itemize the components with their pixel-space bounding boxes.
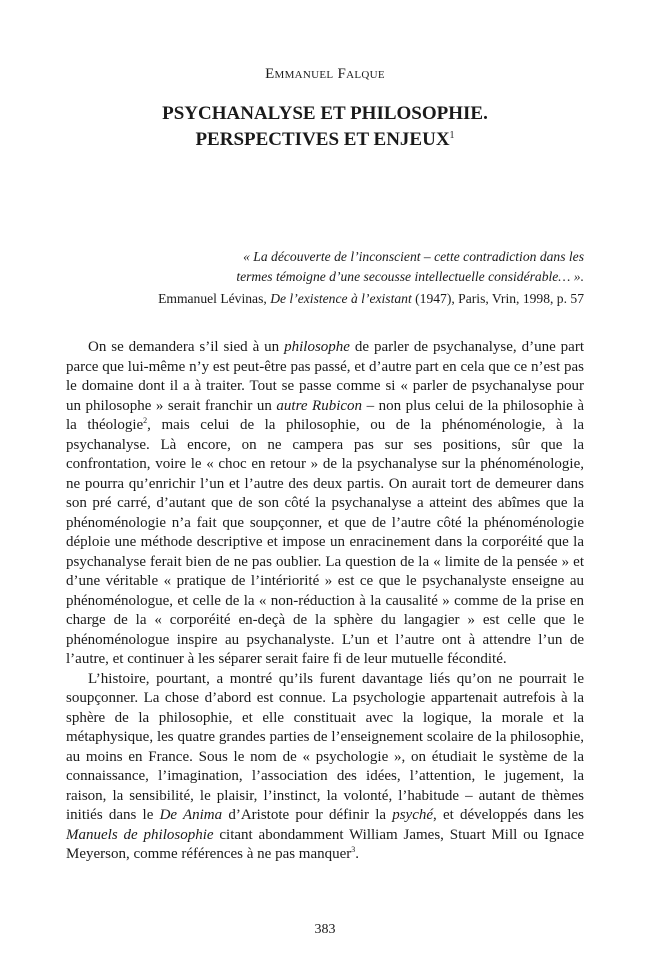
epigraph-source [64,289,584,309]
italic-span: De Anima [159,807,223,823]
epigraph-source-work: De l’existence à l’existant [270,291,412,306]
title-line-2-text: PERSPECTIVES ET ENJEUX [195,129,450,150]
paragraph-2 [66,670,584,865]
footnote-ref-3[interactable]: 3 [351,845,356,854]
author-name: Emmanuel Falque [265,66,385,82]
epigraph-quote-line-2: termes témoigne d’une secousse intellectuelle considérable… ». [236,269,584,284]
italic-span: psyché [392,807,434,823]
italic-span: philosophe [284,339,350,355]
italic-span: autre Rubicon [276,397,363,414]
title-line-2 [0,125,650,151]
text-span: , et développés dans les [433,807,584,823]
title-line-1: PSYCHANALYSE ET PHILOSOPHIE. [162,103,488,124]
epigraph [64,247,584,309]
text-span: . [355,846,360,862]
epigraph-quote [64,247,584,287]
text-span: , mais celui de la philosophie, ou de la phénoménologie, à la psychanalyse. Là encore, on ne campera pas sur ses positions, sûr que la confrontation, voire le « choc en retour » de la psychanalyse sur la phénoménologie, ne pourra qu’enrichir l’un et l’autre des deux partis. On aurait tort de demeurer dans son pré carré, d’autant que de son côté la psychanalyse a atteint des abîmes que la phénoménologie n’a fait que soupçonner, et que de l’autre côté la phénoménologie déploie une méthode descriptive et impose un enracinement dans la corporéité que la psychanalyse ferait bien de ne pas oublier. La question de la « limite de la pensée » et d’une véritable « pratique de l’intériorité » est ce que le psychanalyste enseigne au phénoménologue, et celle de la « non-réduction à la causalité » comme de la prise en charge de la « corporéité en-deçà de la sphère du langagier » est celle que le phénoménologue inspire au psychanalyste. L’un et l’autre ont à attendre l’un de l’autre, et continuer à les séparer serait faire fi de leur mutuelle fécondité. [66,417,584,667]
epigraph-quote-line-1: « La découverte de l’inconscient – cette contradiction dans les [243,249,584,264]
text-span: citant abondamment William James, Stuart Mill ou Ignace Meyerson, comme références à ne pas manquer [66,826,584,862]
text-span: – non plus celui de la philosophie à la théologie [66,397,585,433]
italic-span: Manuels de philosophie [66,826,214,843]
text-span: de parler de psychanalyse, d’une part parce que lui-même n’y est peut-être pas passé, et d’autre part en cela que ce n’est pas le domaine dont il a à traiter. Tout se passe comme si « parler de psychanalyse pour un philosophe » serait franchir un [66,339,584,414]
epigraph-source-details: (1947), Paris, Vrin, 1998, p. 57 [415,291,584,306]
page-number: 383 [314,922,336,937]
body-text [66,338,584,865]
text-span: d’Aristote pour définir la [222,807,393,823]
chapter-title [0,103,650,151]
paragraph-1 [66,338,584,670]
text-span: On se demandera s’il sied à un [88,339,285,355]
text-span: L’histoire, pourtant, a montré qu’ils furent davantage liés qu’on ne pourrait le soupçonner. La chose d’abord est connue. La psychologie appartenait autrefois à la sphère de la philosophie, et elle constituait avec la logique, la morale et la métaphysique, les quatre grandes parties de l’enseignement scolaire de la philosophie, au moins en France. Sous le nom de « psychologie », on étudiait le système de la connaissance, l’imagination, l’association des idées, l’attention, le jugement, la raison, la sensibilité, le plaisir, l’instinct, la volonté, l’habitude – autant de thèmes initiés dans le [66,670,584,823]
epigraph-source-author: Emmanuel Lévinas, [158,291,267,306]
footnote-ref-2[interactable]: 2 [143,416,148,425]
footnote-ref-1[interactable]: 1 [449,130,455,141]
